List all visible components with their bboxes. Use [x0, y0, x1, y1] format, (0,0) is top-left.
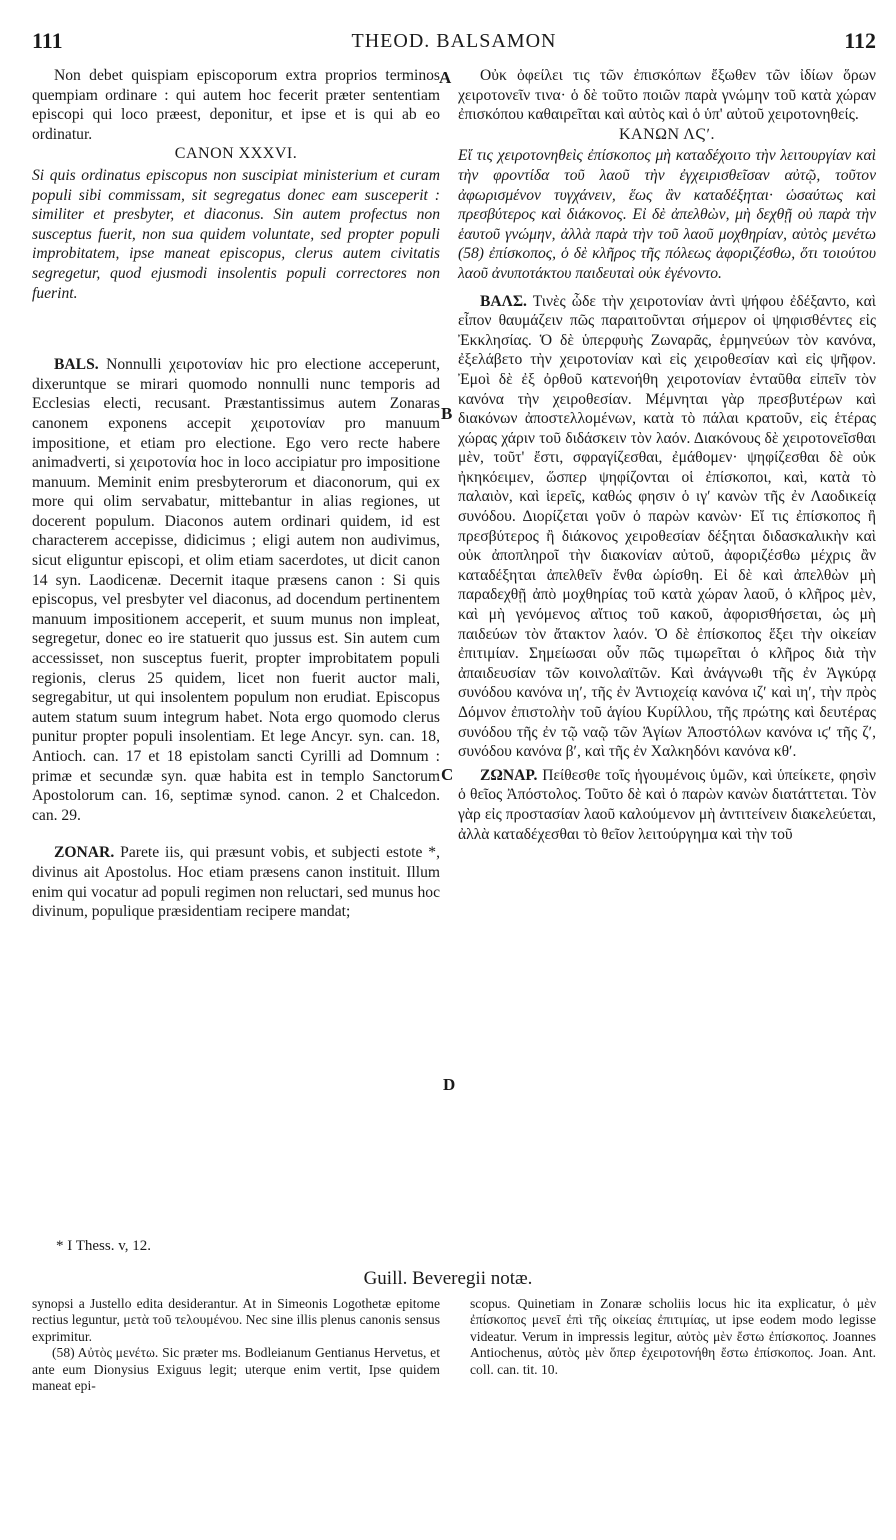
latin-zonaras-commentary	[32, 843, 440, 921]
latin-canon-text: Si quis ordinatus episcopus non suscipiat ministerium et curam populi sibi commissam, sit segregatus donec eam susceperit : similiter et presbyter, et diaconus. Sin autem profectus non susceptus fuerit, non sua quidem voluntate, sed propter populi improbitatem, ipse maneat episcopus, clerus autem civitatis segregetur, quod ejusmodi insolentis populi correctores non fuerint.	[32, 166, 440, 302]
latin-balsamon-lead: BALS.	[54, 356, 99, 374]
running-header	[32, 28, 876, 56]
greek-intro: Οὐκ ὀφείλει τις τῶν ἐπισκόπων ἔξωθεν τῶν ἰδίων ὅρων χειροτονεῖν τινα· ὁ δὲ τοῦτο ποιῶν παρὰ γνώμην τοῦ κατὰ χώραν ἐπισκόπου καθαιρεῖται καὶ αὐτὸς καὶ ὁ ὑπ' αὐτοῦ χειροτονηθείς.	[458, 67, 876, 124]
greek-zonaras-text: Πείθεσθε τοῖς ἡγουμένοις ὑμῶν, καὶ ὑπείκετε, φησὶν ὁ θεῖος Ἀπόστολος. Τοῦτο δὲ καὶ ὁ παρὼν κανὼν διατάττεται. Τὸν γὰρ εἰς προστασίαν λαοῦ καλούμενον μὴ ἀντιτείνειν διακελεύεται, ἀλλὰ καταδέχεσθαι τὸ θεῖον λειτούργημα καὶ τὴν τοῦ	[458, 766, 876, 843]
margin-letter-a: A	[439, 68, 452, 87]
notes-left-column	[32, 1296, 440, 1394]
latin-column	[32, 66, 440, 922]
greek-canon-text: Εἴ τις χειροτονηθεὶς ἐπίσκοπος μὴ καταδέχοιτο τὴν λειτουργίαν καὶ τὴν φροντίδα τοῦ λαοῦ τὴν ἐγχειρισθεῖσαν αὐτῷ, τοῦτον ἀφωρισμένον τυγχάνειν, ἕως ἂν καταδέξηται· ὡσαύτως καὶ πρεσβύτερος καὶ διάκονος. Εἰ δὲ ἀπελθὼν, μὴ δεχθῇ οὐ παρὰ τὴν ἑαυτοῦ γνώμην, ἀλλὰ παρὰ τὴν τοῦ λαοῦ μοχθηρίαν, αὐτὸς μενέτω (58) ἐπίσκοπος, ὁ δὲ κλῆρος τῆς πόλεως ἀφοριζέσθω, ὅτι τοιούτου λαοῦ ἀνυποτάκτου παιδευταὶ οὐκ ἐγένοντο.	[458, 147, 876, 282]
footnote: * I Thess. v, 12.	[56, 1238, 151, 1254]
greek-zonaras-commentary	[458, 766, 876, 844]
latin-zonaras-lead: ZONAR.	[54, 844, 115, 862]
note-continuation: synopsi a Justello edita desiderantur. At in Simeonis Logothetæ epitome rectius leguntur, μετὰ τοῦ τελουμένου. Nec sine illis plenus canonis sensus exprimitur.	[32, 1296, 440, 1344]
greek-balsamon-lead: ΒΑΛΣ.	[480, 292, 527, 310]
notes-title: Guill. Beveregii notæ.	[363, 1268, 533, 1289]
greek-canon-title: ΚΑΝΩΝ ΛϚʹ.	[619, 125, 715, 143]
latin-canon-title: CANON XXXVI.	[174, 145, 298, 163]
greek-balsamon-text: Τινὲς ὧδε τὴν χειροτονίαν ἀντὶ ψήφου ἐδέξαντο, καὶ εἶπον θαυμάζειν πῶς παραιτοῦνται σήμερον οἱ ψηφισθέντες εἰς Ἐκκλησίας. Ὁ δὲ ὑπερφυὴς Ζωναρᾶς, ἑρμηνεύων τὸν κανόνα, ἐξελάβετο τὴν χειροτονίαν καὶ εἰς χειροθεσίαν καὶ εἰς ψῆφον. Ἐμοὶ δὲ ἐξ ὀρθοῦ κατενοήθη χειροτονίαν ἐνταῦθα εἰπεῖν τὸν κανόνα τὴν χειροθεσίαν. Μέμνηται γὰρ πρεσβυτέρων καὶ διακόνων ἀποστελλομένων, κατὰ τὸ πάλαι κρατοῦν, εἰς ἑτέρας χώρας χάριν τοῦ διδάσκειν τὸν λαόν. Διακόνους δὲ χειροτονεῖσθαι μὲν, τοῦτ' ἔστι, σφραγίζεσθαι, ἐμάθομεν· ψηφίζεσθαι δὲ οὐκ ἠκηκόειμεν, ὥσπερ ψηφίζονται οἱ ἐπίσκοποι, καὶ, κατὰ τὸ παλαιὸν, καὶ ἱερεῖς, καθώς φησιν ὁ ιγʹ κανὼν τῆς ἐν Λαοδικείᾳ συνόδου. Διορίζεται γοῦν ὁ παρὼν κανὼν· Εἴ τις ἐπίσκοπος ἢ πρεσβύτερος ἢ διάκονος χειροθεσίαν δέξηται διδασκαλικὴν καὶ οὐκ ἀποπληροῖ τὴν διακονίαν αὐτοῦ, ἀφοριζέσθω μέχρις ἂν καταδέξηται ἀπελθεῖν ἔνθα ὡρίσθη. Εἰ δὲ καὶ ἀπελθὼν μὴ παραδεχθῇ ἀπὸ μοχθηρίας τοῦ κατὰ χώραν λαοῦ, ὁ κλῆρος μὲν, καὶ μὴ γενόμενος αἴτιος τοῦ κακοῦ, ἀφορισθήσεται, ὡς μὴ παιδεύων τὸν ἄτακτον λαόν. Ὁ δὲ ἐπίσκοπος ἕξει τὴν οἰκείαν ἐπιτιμίαν. Σημείωσαι οὖν πῶς τιμωρεῖται ὁ κλῆρος διὰ τὴν ἀπαιδευσίαν τῶν κοινολαϊτῶν. Καὶ ἀνάγνωθι τῆς ἐν Ἀγκύρᾳ συνόδου κανόνα ιηʹ, τῆς ἐν Ἀντιοχείᾳ κανόνα ιζʹ καὶ ιηʹ, τὴν πρὸς Δόμνον ἐπιστολὴν τοῦ ἁγίου Κυρίλλου, τῆς πρώτης καὶ δευτέρας συνόδου τῆς ἐν τῷ ναῷ τῶν Ἁγίων Ἀποστόλων κανόνα ιϛʹ τῆς ζʹ, συνόδου κανόνα βʹ, καὶ τῆς ἐν Χαλκηδόνι κανόνα κθʹ.	[458, 292, 877, 761]
notes-right-column	[470, 1296, 876, 1378]
running-title: THEOD. BALSAMON	[351, 30, 557, 52]
greek-balsamon-commentary	[458, 292, 876, 762]
latin-intro: Non debet quispiam episcoporum extra proprios terminos quempiam ordinare : qui autem hoc fecerit præter sententiam episcopi qui loco præest, deponitur, et ipse et is qui ab eo ordinatur.	[32, 67, 440, 143]
note-58-continued: scopus. Quinetiam in Zonaræ scholiis locus hic ita explicatur, ὁ μὲν ἐπίσκοπος μενεῖ ἐπὶ τῆς οἰκείας ἐπιτιμίας, ut ipse eodem modo legisse videatur. Verum in impressis legitur, αὐτὸς μὲν ἔστω ἐπίσκοπος. Joannes Antiochenus, αὐτὸς μὲν ὅπερ ἐχειροτονήθη ἔστω ἐπίσκοπος. Joan. Ant. coll. can. tit. 10.	[470, 1296, 876, 1377]
latin-zonaras-text: Parete iis, qui præsunt vobis, et subjecti estote *, divinus ait Apostolus. Hoc etiam præsens canon instituit. Illum enim qui vocatur ad populi regimen non reluctari, sed munus hoc divinum, populique præsidentiam recipere mandat;	[32, 844, 440, 921]
greek-column	[458, 66, 876, 844]
note-58: (58) Αὐτὸς μενέτω. Sic præter ms. Bodleianum Gentianus Hervetus, et ante eum Dionysius Exiguus legit; uterque enim vertit, Ipse quidem maneat epi-	[32, 1345, 440, 1394]
page-number-left: 111	[32, 28, 63, 53]
page-number-right: 112	[844, 28, 876, 53]
margin-letter-c: C	[441, 765, 454, 784]
latin-balsamon-commentary	[32, 355, 440, 825]
greek-zonaras-lead: ΖΩΝΑΡ.	[480, 766, 538, 784]
margin-letter-b: B	[441, 404, 453, 423]
margin-letter-d: D	[443, 1075, 456, 1094]
latin-balsamon-text: Nonnulli χειροτονίαν hic pro electione acceperunt, dixeruntque se mirari quomodo nonnulli nunc temporis ad Ecclesias electi, recusant. Præstantissimus autem Zonaras canonem exponens accepit χειροτονίαν pro manuum impositione, et etiam pro electione. Ego vero recte habere animadverti, si χειροτονία hoc in loco accipiatur pro impositione manuum. Meminit enim presbyterorum et diaconorum, qui ex more qui olim servabatur, mittebantur in alias regiones, ut docerent populum. Diaconos autem ordinari quidem, id est characterem accepisse, didicimus ; eligi autem non audivimus, sicut eliguntur episcopi, et olim etiam sacerdotes, ut dicit canon 14 syn. Laodicenæ. Decernit itaque præsens canon : Si quis episcopus, vel presbyter vel diaconus, ad docendum pertinentem manuum impositionem acceperit, et suum munus non impleat, segregetur, donec eo ire statuerit quo jussus est. Sin autem cum accessisset, non susceptus fuerit, propter improbitatem populi regionis, clerus 25 quidem, licet non fuerit auctor mali, segregabitur, ut qui insolentem populum non erudiat. Episcopus autem statum suum integrum habet. Nota ergo quomodo clerus punitur propter populi insolentiam. Et lege Ancyr. syn. can. 18, Antioch. can. 17 et 18 epistolam sancti Cyrilli ad Domnum : primæ et secundæ syn. quæ habita est in templo Sanctorum Apostolorum can. 16, septimæ synod. canon. 2 et Chalcedon. can. 29.	[32, 356, 440, 824]
